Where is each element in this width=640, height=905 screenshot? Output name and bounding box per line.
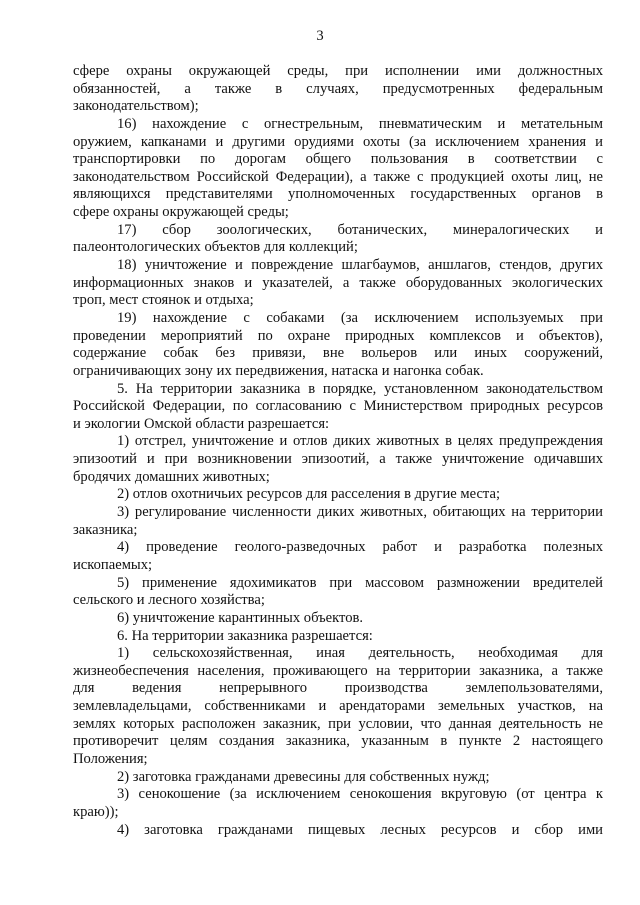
- text-line: заказника;: [73, 521, 138, 538]
- text-line: 5) применение ядохимикатов при массовом размножении вредителей: [117, 574, 603, 591]
- text-line: 6) уничтожение карантинных объектов.: [117, 609, 364, 626]
- text-line: обязанностей, а также в случаях, предусмотренных федеральным: [73, 80, 603, 97]
- text-line: 1) сельскохозяйственная, иная деятельность, необходимая для: [117, 645, 603, 662]
- text-line: содержание собак без привязи, вне вольеров или иных сооружений,: [73, 345, 603, 362]
- text-line: и экологии Омской области разрешается:: [73, 415, 330, 432]
- text-line: являющихся представителями уполномоченных государственных органов в: [73, 186, 603, 203]
- text-line: 2) заготовка гражданами древесины для собственных нужд;: [117, 768, 490, 785]
- text-line: противоречит целям создания заказника, указанным в пункте 2 настоящего: [73, 733, 603, 750]
- text-line: оружием, капканами и другими орудиями охоты (за исключением хранения и: [73, 133, 603, 150]
- text-line: для ведения непрерывного производства землепользователями,: [73, 680, 603, 697]
- text-line: эпизоотий и при возникновении эпизоотий, а также уничтожение одичавших: [73, 451, 603, 468]
- text-line: краю));: [73, 803, 119, 820]
- text-line: 3) сенокошение (за исключением сенокошения вкруговую (от центра к: [117, 786, 603, 803]
- text-line: ископаемых;: [73, 556, 153, 573]
- text-line: 4) заготовка гражданами пищевых лесных ресурсов и сбор ими: [117, 821, 603, 838]
- text-line: законодательством Российской Федерации), а также с продукцией охоты лиц, не: [73, 168, 603, 185]
- text-line: 5. На территории заказника в порядке, установленном законодательством: [117, 380, 603, 397]
- text-line: землях которых расположен заказник, при условии, что данная деятельность не: [73, 715, 603, 732]
- text-line: землевладельцами, собственниками и арендаторами земельных участков, на: [73, 698, 603, 715]
- text-line: 1) отстрел, уничтожение и отлов диких животных в целях предупреждения: [117, 433, 603, 450]
- document-body: [73, 63, 603, 839]
- text-line: Положения;: [73, 750, 148, 767]
- text-line: сфере охраны окружающей среды;: [73, 204, 289, 221]
- text-line: 3) регулирование численности диких животных, обитающих на территории: [117, 504, 603, 521]
- text-line: 6. На территории заказника разрешается:: [117, 627, 373, 644]
- text-line: 4) проведение геолого-разведочных работ и разработка полезных: [117, 539, 603, 556]
- text-line: жизнеобеспечения населения, проживающего на территории заказника, а также: [73, 662, 603, 679]
- text-line: Российской Федерации, по согласованию с Министерством природных ресурсов: [73, 398, 603, 415]
- text-line: ограничивающих зону их передвижения, натаска и нагонка собак.: [73, 362, 484, 379]
- text-line: информационных знаков и указателей, а также оборудованных экологических: [73, 274, 603, 291]
- text-line: сфере охраны окружающей среды, при исполнении ими должностных: [73, 63, 603, 79]
- text-line: 18) уничтожение и повреждение шлагбаумов, аншлагов, стендов, других: [117, 257, 603, 274]
- text-line: троп, мест стоянок и отдыха;: [73, 292, 254, 309]
- text-line: бродячих домашних животных;: [73, 468, 270, 485]
- text-line: 16) нахождение с огнестрельным, пневматическим и метательным: [117, 115, 603, 132]
- text-line: сельского и лесного хозяйства;: [73, 592, 265, 609]
- text-line: транспортировки по дорогам общего пользования в соответствии с: [73, 151, 603, 168]
- page-number: 3: [316, 28, 324, 44]
- text-line: 19) нахождение с собаками (за исключением используемых при: [117, 309, 603, 326]
- text-line: законодательством);: [73, 98, 199, 115]
- text-line: 2) отлов охотничьих ресурсов для расселения в другие места;: [117, 486, 501, 503]
- text-line: 17) сбор зоологических, ботанических, минералогических и: [117, 221, 603, 238]
- text-line: проведении мероприятий по охране природных комплексов и объектов),: [73, 327, 603, 344]
- text-line: палеонтологических объектов для коллекций;: [73, 239, 358, 256]
